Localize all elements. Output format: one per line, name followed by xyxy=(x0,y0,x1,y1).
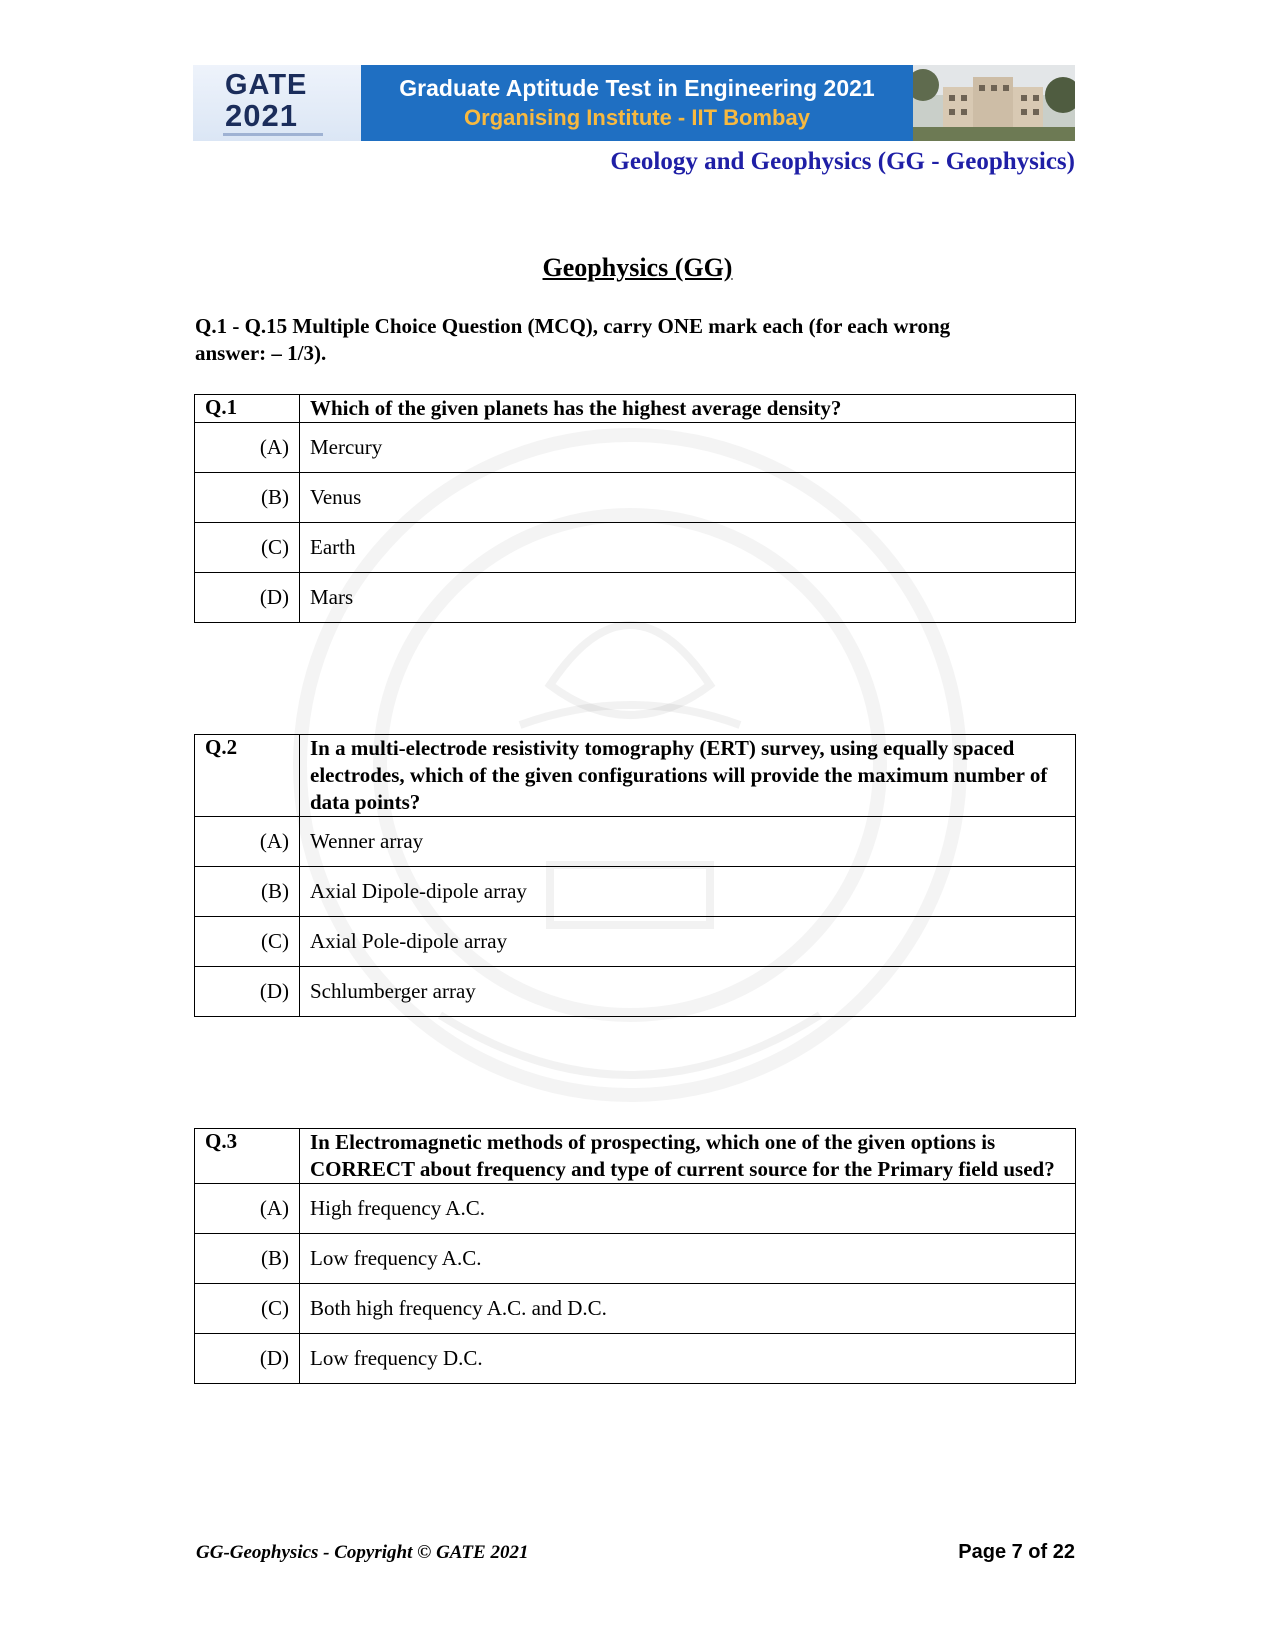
option-text: Low frequency D.C. xyxy=(300,1334,1076,1384)
option-label: (D) xyxy=(195,1334,300,1384)
option-row-c xyxy=(195,917,1076,967)
question-number: Q.1 xyxy=(195,395,300,423)
option-row-a xyxy=(195,423,1076,473)
option-text: Earth xyxy=(300,523,1076,573)
gate-banner xyxy=(193,65,1075,141)
option-label: (D) xyxy=(195,967,300,1017)
question-table-3 xyxy=(194,1128,1076,1384)
option-row-d xyxy=(195,967,1076,1017)
question-row xyxy=(195,735,1076,817)
option-text: Low frequency A.C. xyxy=(300,1234,1076,1284)
option-label: (D) xyxy=(195,573,300,623)
footer-copyright: GG-Geophysics - Copyright © GATE 2021 xyxy=(196,1542,529,1563)
section-instruction xyxy=(195,313,1075,367)
banner-organiser: Organising Institute - IIT Bombay xyxy=(464,105,810,130)
option-row-a xyxy=(195,817,1076,867)
option-text: Venus xyxy=(300,473,1076,523)
section-title xyxy=(0,253,1275,283)
question-number: Q.3 xyxy=(195,1129,300,1184)
gate-logo xyxy=(193,65,361,141)
logo-tagline-bar xyxy=(223,133,323,136)
question-stem: In Electromagnetic methods of prospecting, which one of the given options is CORRECT about frequency and type of current source for the Primary field used? xyxy=(300,1129,1076,1184)
iit-building-photo xyxy=(913,65,1075,141)
logo-year-text: 2021 xyxy=(225,98,298,133)
page-number xyxy=(958,1541,1075,1564)
option-label: (B) xyxy=(195,473,300,523)
page-of: of xyxy=(1022,1541,1053,1563)
question-table-2 xyxy=(194,734,1076,1017)
page-total: 22 xyxy=(1052,1541,1075,1563)
option-text: Mars xyxy=(300,573,1076,623)
section-title-text: Geophysics (GG) xyxy=(542,253,733,282)
option-label: (B) xyxy=(195,1234,300,1284)
option-text: Wenner array xyxy=(300,817,1076,867)
option-label: (A) xyxy=(195,1184,300,1234)
question-stem: In a multi-electrode resistivity tomography (ERT) survey, using equally spaced electrodes, which of the given configurations will provide the maximum number of data points? xyxy=(300,735,1076,817)
option-text: Both high frequency A.C. and D.C. xyxy=(300,1284,1076,1334)
option-text: Schlumberger array xyxy=(300,967,1076,1017)
instruction-line-1: Q.1 - Q.15 Multiple Choice Question (MCQ), carry ONE mark each (for each wrong xyxy=(195,314,951,338)
instruction-line-2: answer: – 1/3). xyxy=(195,341,327,365)
question-table-1 xyxy=(194,394,1076,623)
option-row-b xyxy=(195,473,1076,523)
option-text: Mercury xyxy=(300,423,1076,473)
option-row-a xyxy=(195,1184,1076,1234)
option-text: Axial Dipole-dipole array xyxy=(300,867,1076,917)
option-label: (C) xyxy=(195,523,300,573)
option-row-d xyxy=(195,1334,1076,1384)
page-prefix: Page xyxy=(958,1541,1012,1563)
page-current: 7 xyxy=(1011,1541,1023,1563)
option-row-b xyxy=(195,867,1076,917)
option-label: (C) xyxy=(195,1284,300,1334)
banner-title-block xyxy=(361,65,913,141)
question-row xyxy=(195,395,1076,423)
question-stem: Which of the given planets has the highest average density? xyxy=(300,395,1076,423)
subject-title: Geology and Geophysics (GG - Geophysics) xyxy=(610,148,1075,175)
question-row xyxy=(195,1129,1076,1184)
option-row-c xyxy=(195,1284,1076,1334)
logo-gate-text: GATE xyxy=(225,69,308,101)
option-row-d xyxy=(195,573,1076,623)
option-label: (C) xyxy=(195,917,300,967)
question-number: Q.2 xyxy=(195,735,300,817)
option-label: (B) xyxy=(195,867,300,917)
option-label: (A) xyxy=(195,423,300,473)
banner-title: Graduate Aptitude Test in Engineering 2021 xyxy=(399,75,875,101)
option-text: High frequency A.C. xyxy=(300,1184,1076,1234)
option-row-b xyxy=(195,1234,1076,1284)
option-label: (A) xyxy=(195,817,300,867)
option-row-c xyxy=(195,523,1076,573)
option-text: Axial Pole-dipole array xyxy=(300,917,1076,967)
